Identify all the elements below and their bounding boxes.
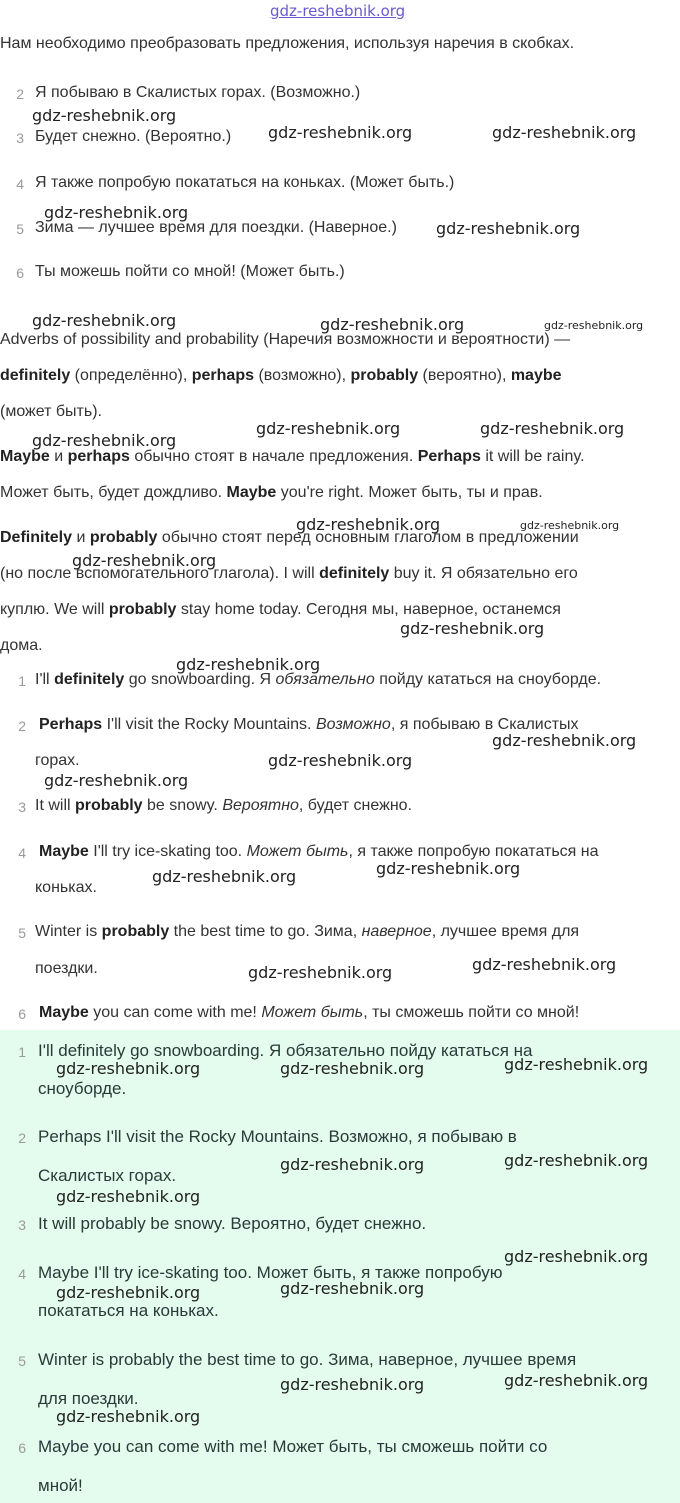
text-run: It will <box>35 797 75 814</box>
text-run: куплю. We will <box>0 601 109 618</box>
theory-line <box>0 366 562 386</box>
answer-line: покататься на коньках. <box>38 1301 219 1320</box>
item-number: 5 <box>16 221 24 237</box>
item-number: 3 <box>16 130 24 146</box>
watermark: gdz-reshebnik.org <box>544 319 644 332</box>
text-run: обычно стоят в начале предложения. <box>129 448 418 465</box>
watermark: gdz-reshebnik.org <box>320 315 465 334</box>
watermark: gdz-reshebnik.org <box>256 419 401 438</box>
answer-text <box>35 796 412 816</box>
theory-heading: Adverbs of possibility and probability (Наречия возможности и вероятности) — <box>0 331 571 348</box>
text-run: (определённо), <box>70 367 192 384</box>
text-run: Winter is <box>35 923 102 940</box>
italic-text: Возможно <box>315 716 391 733</box>
text-run: I'll try ice-skating too. <box>88 843 247 860</box>
text-run: it will be rainy. <box>480 448 585 465</box>
answer-text <box>35 670 601 690</box>
answer-text <box>39 715 579 735</box>
text-run: (но после вспомогательного глагола). I will <box>0 565 320 582</box>
watermark: gdz-reshebnik.org <box>44 203 189 222</box>
item-number: 2 <box>16 86 24 102</box>
item-text: Я побываю в Скалистых горах. (Возможно.) <box>35 84 361 101</box>
bold-text: perhaps <box>67 448 130 465</box>
answer-number: 6 <box>18 1006 26 1022</box>
italic-text: обязательно <box>275 671 375 688</box>
watermark: gdz-reshebnik.org <box>152 867 297 886</box>
answer-text <box>35 922 579 942</box>
item-text: Зима — лучшее время для поездки. (Наверное.) <box>35 219 397 236</box>
bold-text: probably <box>108 601 177 618</box>
bold-text: Perhaps <box>39 716 103 733</box>
watermark: gdz-reshebnik.org <box>56 1187 201 1206</box>
text-run: the best time to go. Зима, <box>169 923 362 940</box>
text-run: I'll visit the Rocky Mountains. <box>102 716 316 733</box>
bold-text: definitely <box>0 367 71 384</box>
task-instruction: Нам необходимо преобразовать предложения, используя наречия в скобках. <box>0 35 575 52</box>
bold-text: Perhaps <box>417 448 481 465</box>
answer-line: Winter is probably the best time to go. Зима, наверное, лучшее время <box>38 1350 577 1369</box>
text-run: и <box>49 448 68 465</box>
watermark: gdz-reshebnik.org <box>268 123 413 142</box>
bold-text: perhaps <box>191 367 254 384</box>
text-run: горах. <box>35 752 80 769</box>
answer-number: 1 <box>18 1044 26 1060</box>
text-run: поездки. <box>35 960 98 977</box>
text-run: , ты сможешь пойти со мной! <box>363 1004 580 1021</box>
item-text: Будет снежно. (Вероятно.) <box>35 128 232 145</box>
theory-line: дома. <box>0 637 43 654</box>
answer-line: сноуборде. <box>38 1079 127 1098</box>
text-run: I'll <box>35 671 55 688</box>
answer-number: 2 <box>18 718 26 734</box>
item-number: 6 <box>16 265 24 281</box>
answer-text <box>35 751 80 771</box>
text-run: you're right. Может быть, ты и прав. <box>276 484 543 501</box>
watermark: gdz-reshebnik.org <box>176 655 321 674</box>
bold-text: Maybe <box>226 484 277 501</box>
bold-text: probably <box>350 367 419 384</box>
text-run: пойду кататься на сноуборде. <box>374 671 602 688</box>
watermark: gdz-reshebnik.org <box>504 1247 649 1266</box>
watermark: gdz-reshebnik.org <box>436 219 581 238</box>
answer-number: 5 <box>18 925 26 941</box>
watermark: gdz-reshebnik.org <box>376 859 521 878</box>
bold-text: definitely <box>54 671 125 688</box>
watermark: gdz-reshebnik.org <box>280 1375 425 1394</box>
watermark: gdz-reshebnik.org <box>280 1279 425 1298</box>
text-run: Может быть, будет дождливо. <box>0 484 227 501</box>
answer-text <box>35 959 98 979</box>
watermark: gdz-reshebnik.org <box>492 731 637 750</box>
bold-text: probably <box>89 529 158 546</box>
answer-number: 4 <box>18 845 26 861</box>
text-run: обычно стоят перед основным глаголом в предложении <box>157 529 579 546</box>
item-number: 4 <box>16 176 24 192</box>
text-run: be snowy. <box>142 797 223 814</box>
watermark: gdz-reshebnik.org <box>56 1059 201 1078</box>
watermark: gdz-reshebnik.org <box>504 1055 649 1074</box>
watermark: gdz-reshebnik.org <box>520 519 620 532</box>
bold-text: maybe <box>510 367 562 384</box>
text-run: и <box>72 529 90 546</box>
bold-text: probably <box>75 797 143 814</box>
answer-number: 6 <box>18 1440 26 1456</box>
answer-text <box>39 1003 579 1023</box>
text-run: , лучшее время для <box>431 923 580 940</box>
text-run: you can come with me! <box>88 1004 262 1021</box>
watermark: gdz-reshebnik.org <box>480 419 625 438</box>
answer-line: Maybe you can come with me! Может быть, ты сможешь пойти со <box>38 1437 548 1456</box>
answer-text <box>39 842 599 862</box>
theory-line <box>0 447 585 467</box>
bold-text: definitely <box>319 565 390 582</box>
theory-line <box>0 600 561 620</box>
watermark: gdz-reshebnik.org <box>32 311 177 330</box>
text-run: , я побываю в Скалистых <box>390 716 579 733</box>
watermark: gdz-reshebnik.org <box>492 123 637 142</box>
text-run: buy it. Я обязательно его <box>389 565 578 582</box>
bold-text: Maybe <box>39 1004 89 1021</box>
bold-text: Maybe <box>39 843 89 860</box>
bold-text: Maybe <box>0 448 50 465</box>
text-run: , будет снежно. <box>298 797 412 814</box>
answer-number: 4 <box>18 1266 26 1282</box>
answer-number: 2 <box>18 1130 26 1146</box>
text-run: stay home today. Сегодня мы, наверное, останемся <box>176 601 561 618</box>
watermark: gdz-reshebnik.org <box>280 1059 425 1078</box>
watermark: gdz-reshebnik.org <box>504 1371 649 1390</box>
text-run: go snowboarding. Я <box>124 671 276 688</box>
item-text: Я также попробую покататься на коньках. (Может быть.) <box>35 174 455 191</box>
theory-line <box>0 483 543 503</box>
watermark: gdz-reshebnik.org <box>32 431 177 450</box>
theory-line <box>0 564 578 584</box>
theory-line <box>0 528 579 548</box>
watermark: gdz-reshebnik.org <box>44 771 189 790</box>
watermark: gdz-reshebnik.org <box>280 1155 425 1174</box>
answer-number: 1 <box>18 673 26 689</box>
answer-line: мной! <box>38 1476 83 1495</box>
watermark: gdz-reshebnik.org <box>472 955 617 974</box>
item-text: Ты можешь пойти со мной! (Может быть.) <box>35 263 345 280</box>
answer-line: It will probably be snowy. Вероятно, будет снежно. <box>38 1214 427 1233</box>
italic-text: наверное <box>361 923 432 940</box>
watermark: gdz-reshebnik.org <box>72 551 217 570</box>
watermark: gdz-reshebnik.org <box>56 1283 201 1302</box>
watermark: gdz-reshebnik.org <box>32 106 177 125</box>
answer-line: Maybe I'll try ice-skating too. Может быть, я также попробую <box>38 1263 503 1282</box>
text-run: , я также попробую покататься на <box>348 843 599 860</box>
site-link[interactable]: gdz-reshebnik.org <box>270 2 406 20</box>
answer-number: 5 <box>18 1353 26 1369</box>
answer-line: Скалистых горах. <box>38 1166 177 1185</box>
answer-text <box>35 878 97 898</box>
watermark: gdz-reshebnik.org <box>296 515 441 534</box>
italic-text: Может быть <box>246 843 349 860</box>
answer-number: 3 <box>18 799 26 815</box>
watermark: gdz-reshebnik.org <box>268 751 413 770</box>
text-run: (вероятно), <box>418 367 511 384</box>
theory-line: (может быть). <box>0 403 102 420</box>
answer-line: I'll definitely go snowboarding. Я обязательно пойду кататься на <box>38 1041 533 1060</box>
answer-line: для поездки. <box>38 1389 139 1408</box>
italic-text: Вероятно <box>222 797 299 814</box>
watermark: gdz-reshebnik.org <box>248 963 393 982</box>
bold-text: probably <box>101 923 170 940</box>
bold-text: Definitely <box>0 529 73 546</box>
text-run: коньках. <box>35 879 97 896</box>
watermark: gdz-reshebnik.org <box>400 619 545 638</box>
italic-text: Может быть <box>261 1004 364 1021</box>
watermark: gdz-reshebnik.org <box>56 1407 201 1426</box>
answer-number: 3 <box>18 1217 26 1233</box>
text-run: (возможно), <box>254 367 351 384</box>
watermark: gdz-reshebnik.org <box>504 1151 649 1170</box>
answer-line: Perhaps I'll visit the Rocky Mountains. Возможно, я побываю в <box>38 1127 517 1146</box>
